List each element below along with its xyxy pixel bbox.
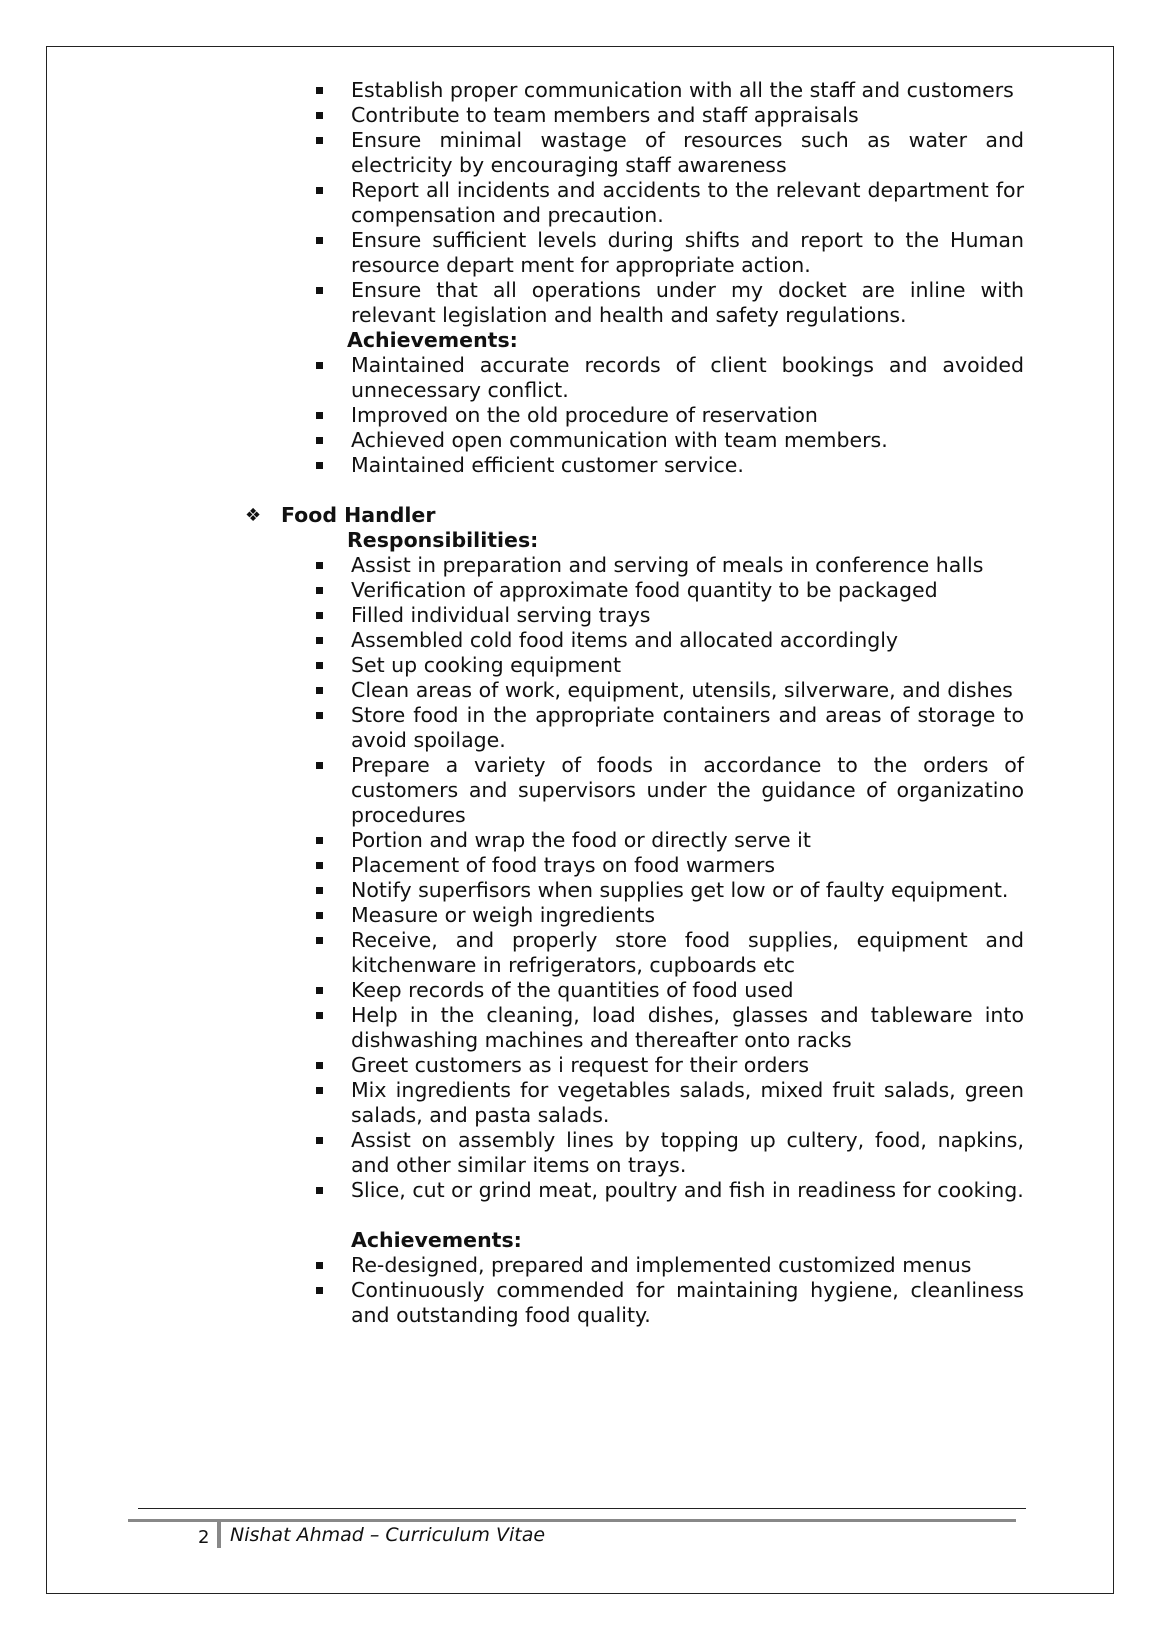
list-item: Portion and wrap the food or directly serve it — [0, 828, 1024, 853]
list-item: Filled individual serving trays — [0, 603, 1024, 628]
list-item: Greet customers as i request for their orders — [0, 1053, 1024, 1078]
footer-page-number: 2 — [198, 1527, 210, 1548]
square-bullet-icon — [316, 137, 323, 144]
square-bullet-icon — [316, 1262, 323, 1269]
food-handler-achievements-heading: Achievements: — [351, 1228, 522, 1252]
food-handler-job-title: ❖ Food Handler — [245, 503, 436, 527]
list-item: Help in the cleaning, load dishes, glasses and tableware into dishwashing machines and thereafter onto racks — [0, 1003, 1024, 1053]
list-item: Set up cooking equipment — [0, 653, 1024, 678]
square-bullet-icon — [316, 612, 323, 619]
food-handler-responsibilities-heading: Responsibilities: — [347, 528, 539, 552]
square-bullet-icon — [316, 837, 323, 844]
list-item: Re-designed, prepared and implemented customized menus — [0, 1253, 1024, 1278]
footer-bottom-rule — [128, 1519, 1016, 1522]
square-bullet-icon — [316, 1187, 323, 1194]
square-bullet-icon — [316, 762, 323, 769]
list-item: Clean areas of work, equipment, utensils, silverware, and dishes — [0, 678, 1024, 703]
list-item: Contribute to team members and staff appraisals — [0, 103, 1024, 128]
list-item: Verification of approximate food quantity to be packaged — [0, 578, 1024, 603]
square-bullet-icon — [316, 437, 323, 444]
square-bullet-icon — [316, 1087, 323, 1094]
list-item: Maintained accurate records of client bookings and avoided unnecessary conflict. — [0, 353, 1024, 403]
list-item: Mix ingredients for vegetables salads, mixed fruit salads, green salads, and pasta salads. — [0, 1078, 1024, 1128]
list-item: Prepare a variety of foods in accordance to the orders of customers and supervisors under the guidance of organizatino procedures — [0, 753, 1024, 828]
previous-job-achievements-list — [0, 353, 1158, 478]
food-handler-achievements-list — [0, 1253, 1158, 1328]
previous-job-responsibilities-list — [0, 78, 1158, 328]
square-bullet-icon — [316, 1137, 323, 1144]
square-bullet-icon — [316, 937, 323, 944]
square-bullet-icon — [316, 887, 323, 894]
list-item: Placement of food trays on food warmers — [0, 853, 1024, 878]
list-item: Store food in the appropriate containers and areas of storage to avoid spoilage. — [0, 703, 1024, 753]
square-bullet-icon — [316, 237, 323, 244]
list-item: Continuously commended for maintaining hygiene, cleanliness and outstanding food quality. — [0, 1278, 1024, 1328]
list-item: Ensure sufficient levels during shifts and report to the Human resource depart ment for appropriate action. — [0, 228, 1024, 278]
previous-job-achievements-heading: Achievements: — [347, 328, 518, 352]
square-bullet-icon — [316, 112, 323, 119]
square-bullet-icon — [316, 912, 323, 919]
spacer — [0, 478, 1158, 503]
list-item: Maintained efficient customer service. — [0, 453, 1024, 478]
list-item: Ensure that all operations under my docket are inline with relevant legislation and health and safety regulations. — [0, 278, 1024, 328]
list-item: Report all incidents and accidents to the relevant department for compensation and precaution. — [0, 178, 1024, 228]
square-bullet-icon — [316, 637, 323, 644]
square-bullet-icon — [316, 87, 323, 94]
spacer — [0, 1203, 1158, 1228]
square-bullet-icon — [316, 587, 323, 594]
square-bullet-icon — [316, 1062, 323, 1069]
square-bullet-icon — [316, 362, 323, 369]
cv-page-content — [0, 78, 1158, 1328]
diamond-bullet-icon: ❖ — [245, 505, 262, 526]
square-bullet-icon — [316, 287, 323, 294]
list-item: Notify superfisors when supplies get low or of faulty equipment. — [0, 878, 1024, 903]
square-bullet-icon — [316, 187, 323, 194]
list-item: Improved on the old procedure of reservation — [0, 403, 1024, 428]
footer-title: Nishat Ahmad – Curriculum Vitae — [230, 1524, 546, 1546]
square-bullet-icon — [316, 412, 323, 419]
square-bullet-icon — [316, 712, 323, 719]
square-bullet-icon — [316, 987, 323, 994]
list-item: Keep records of the quantities of food used — [0, 978, 1024, 1003]
list-item: Achieved open communication with team members. — [0, 428, 1024, 453]
list-item: Assist on assembly lines by topping up cultery, food, napkins, and other similar items on trays. — [0, 1128, 1024, 1178]
list-item: Establish proper communication with all the staff and customers — [0, 78, 1024, 103]
footer-top-rule — [138, 1508, 1026, 1509]
square-bullet-icon — [316, 1012, 323, 1019]
footer-divider — [217, 1522, 221, 1548]
square-bullet-icon — [316, 662, 323, 669]
food-handler-responsibilities-list — [0, 553, 1158, 1203]
square-bullet-icon — [316, 862, 323, 869]
list-item: Receive, and properly store food supplies, equipment and kitchenware in refrigerators, cupboards etc — [0, 928, 1024, 978]
list-item: Assist in preparation and serving of meals in conference halls — [0, 553, 1024, 578]
square-bullet-icon — [316, 562, 323, 569]
list-item: Assembled cold food items and allocated accordingly — [0, 628, 1024, 653]
square-bullet-icon — [316, 462, 323, 469]
square-bullet-icon — [316, 687, 323, 694]
square-bullet-icon — [316, 1287, 323, 1294]
list-item: Slice, cut or grind meat, poultry and fish in readiness for cooking. — [0, 1178, 1024, 1203]
list-item: Measure or weigh ingredients — [0, 903, 1024, 928]
list-item: Ensure minimal wastage of resources such as water and electricity by encouraging staff awareness — [0, 128, 1024, 178]
